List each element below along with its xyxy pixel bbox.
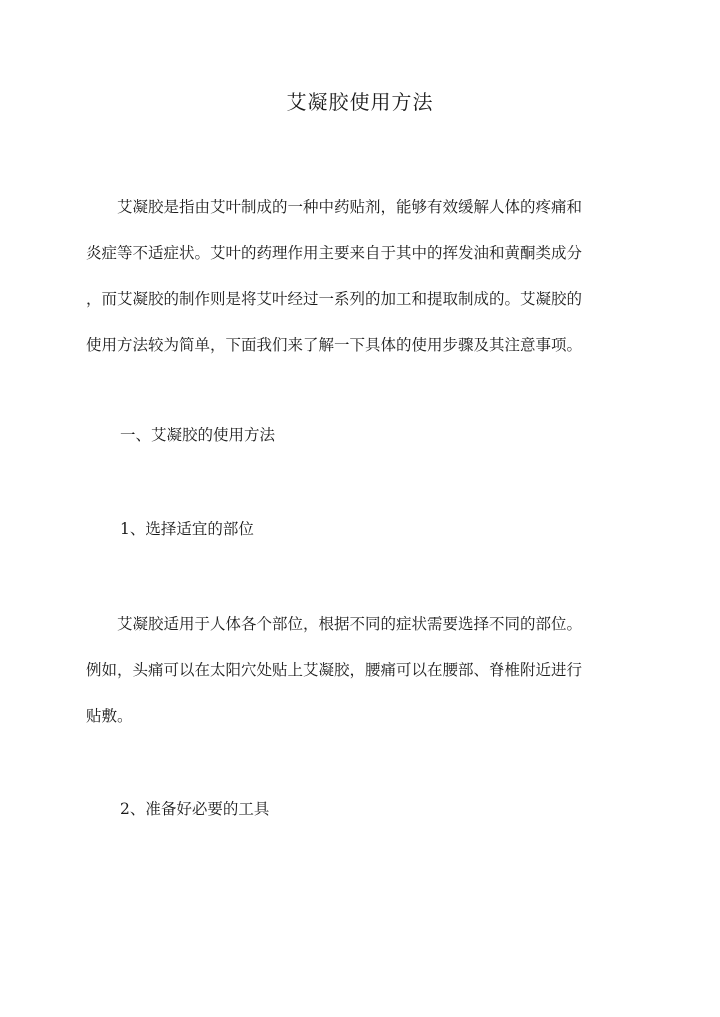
intro-line-2: 炎症等不适症状。艾叶的药理作用主要来自于其中的挥发油和黄酮类成分: [86, 244, 583, 262]
step-heading-2: 2、准备好必要的工具: [120, 800, 270, 818]
intro-line-4: 使用方法较为简单，下面我们来了解一下具体的使用步骤及其注意事项。: [86, 336, 583, 354]
intro-line-1: 艾凝胶是指由艾叶制成的一种中药贴剂，能够有效缓解人体的疼痛和: [117, 198, 583, 216]
document-title: 艾凝胶使用方法: [286, 90, 434, 114]
step1-line-2: 例如，头痛可以在太阳穴处贴上艾凝胶，腰痛可以在腰部、脊椎附近进行: [86, 661, 583, 679]
step1-paragraph: [86, 601, 634, 739]
intro-paragraph: [86, 184, 634, 368]
step1-line-3: 贴敷。: [86, 707, 133, 725]
intro-line-3: ，而艾凝胶的制作则是将艾叶经过一系列的加工和提取制成的。艾凝胶的: [86, 290, 583, 308]
step1-line-1: 艾凝胶适用于人体各个部位，根据不同的症状需要选择不同的部位。: [117, 615, 583, 633]
step-heading-1: 1、选择适宜的部位: [120, 520, 254, 538]
section-heading-usage: 一、艾凝胶的使用方法: [120, 426, 276, 444]
